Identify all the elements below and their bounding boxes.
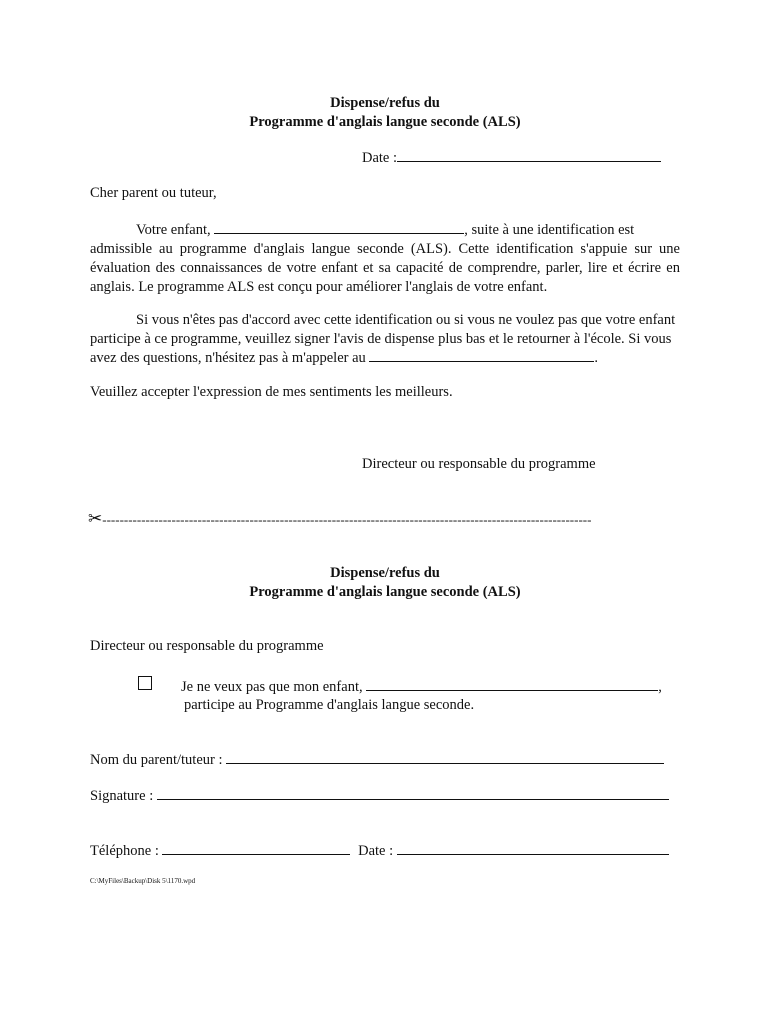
form-date-field[interactable] <box>397 842 669 855</box>
checkbox-text-start: Je ne veux pas que mon enfant, <box>181 679 363 695</box>
letter-closing: Veuillez accepter l'expression de mes sentiments les meilleurs. <box>90 384 453 400</box>
signature-row <box>90 787 669 805</box>
p1-after-blank: , suite à une identification est <box>464 222 635 238</box>
checkbox-text-comma: , <box>658 679 662 695</box>
letter-paragraph-2 <box>90 311 680 368</box>
letter-date-label: Date : <box>362 150 398 166</box>
p1-first-line <box>90 221 680 240</box>
letter-paragraph-1 <box>90 221 680 297</box>
signature-label: Signature : <box>90 788 154 804</box>
cut-dashes: ----------------------------------------------------------------------------------------------------------------- <box>102 512 592 527</box>
letter-title-line2: Programme d'anglais langue seconde (ALS) <box>249 114 521 130</box>
opt-out-checkbox[interactable] <box>138 676 152 690</box>
parent-name-field[interactable] <box>226 751 664 764</box>
form-child-name-blank[interactable] <box>366 678 658 691</box>
form-title-line1: Dispense/refus du <box>330 565 440 581</box>
letter-greeting: Cher parent ou tuteur, <box>90 185 217 201</box>
letter-date-field[interactable] <box>397 149 661 162</box>
cut-line <box>88 509 678 529</box>
letter-signature-role: Directeur ou responsable du programme <box>362 456 596 472</box>
phone-number-blank[interactable] <box>369 349 594 362</box>
p1-start: Votre enfant, <box>136 222 211 238</box>
scissors-icon: ✂ <box>88 509 103 528</box>
phone-field[interactable] <box>162 842 350 855</box>
form-addressee: Directeur ou responsable du programme <box>90 638 324 654</box>
p1-rest: admissible au programme d'anglais langue seconde (ALS). Cette identification s'appuie sur une évaluation des connaissances de votre enfant et sa capacité de comprendre, parler, lire et écrire en anglais. Le programme ALS est conçu pour améliorer l'anglais de votre enfant. <box>90 241 680 295</box>
parent-name-label: Nom du parent/tuteur : <box>90 752 223 768</box>
p2-line3 <box>90 349 680 368</box>
p2-line1: Si vous n'êtes pas d'accord avec cette identification ou si vous ne voulez pas que votre enfant <box>136 312 676 328</box>
letter-date-row <box>362 149 661 167</box>
p2-line3-end: . <box>594 350 599 366</box>
signature-field[interactable] <box>157 787 669 800</box>
parent-name-row <box>90 751 664 769</box>
p2-line3-start: avez des questions, n'hésitez pas à m'appeler au <box>90 350 366 366</box>
letter-title-line1: Dispense/refus du <box>330 95 440 111</box>
p2-line2: participe à ce programme, veuillez signer l'avis de dispense plus bas et le retourner à l'école. Si vous <box>90 331 672 347</box>
form-date-label: Date : <box>358 843 394 859</box>
child-name-blank[interactable] <box>214 221 464 234</box>
phone-date-row <box>90 842 669 860</box>
checkbox-text-line2: participe au Programme d'anglais langue seconde. <box>184 697 475 713</box>
form-title-line2: Programme d'anglais langue seconde (ALS) <box>249 584 521 600</box>
phone-label: Téléphone : <box>90 843 159 859</box>
file-path: C:\MyFiles\Backup\Disk 5\1170.wpd <box>90 877 196 885</box>
checkbox-text-line1 <box>181 678 662 696</box>
